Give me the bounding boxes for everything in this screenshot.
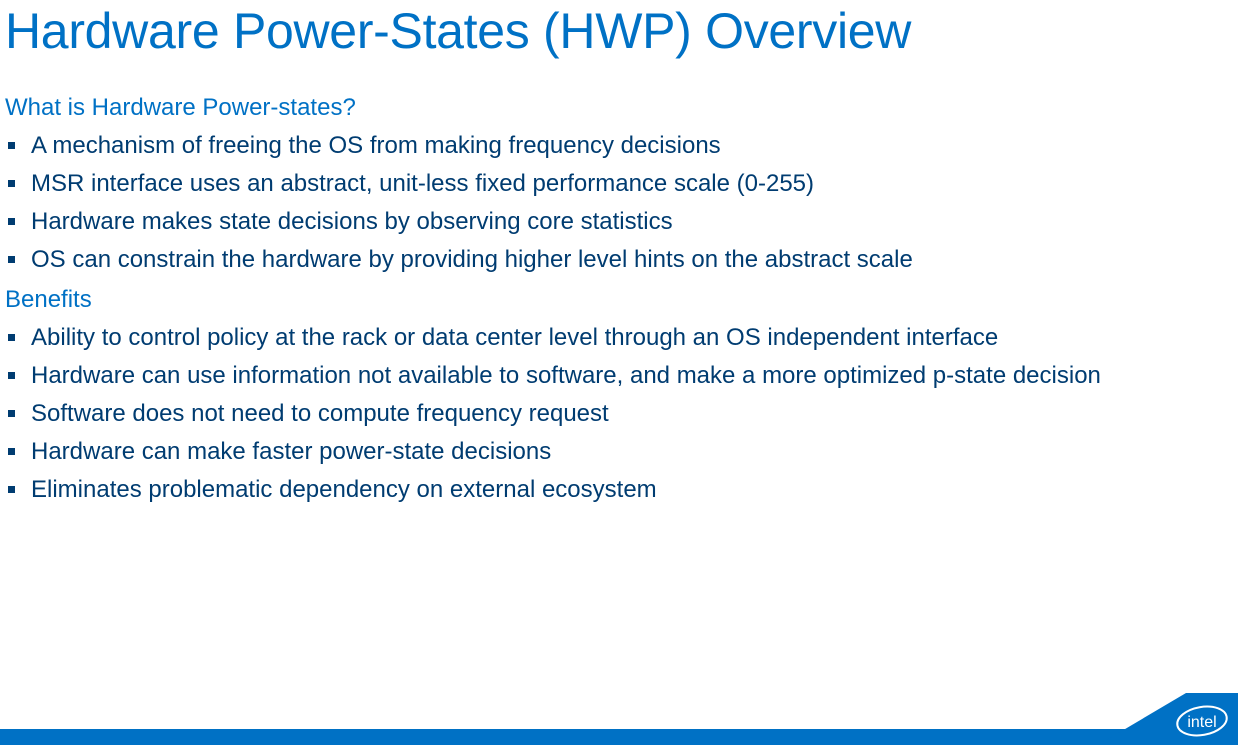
intel-logo-icon [1174,701,1230,741]
intel-logo-text: intel [1187,714,1217,731]
list-item: Hardware makes state decisions by observing core statistics [0,206,1170,238]
list-item: Software does not need to compute frequency request [0,398,1170,430]
footer-bar [0,729,1238,745]
slide-title: Hardware Power-States (HWP) Overview [5,3,912,59]
what-is-hwp-bullet-list [0,130,1170,276]
benefits-bullet-list [0,322,1170,506]
list-item: Hardware can make faster power-state decisions [0,436,1170,468]
list-item: Ability to control policy at the rack or data center level through an OS independent interface [0,322,1170,354]
list-item: Eliminates problematic dependency on external ecosystem [0,474,1170,506]
slide-content [0,90,1170,512]
list-item: A mechanism of freeing the OS from making frequency decisions [0,130,1170,162]
section-heading-benefits: Benefits [5,286,92,313]
section-heading-what-is-hwp: What is Hardware Power-states? [5,94,356,121]
list-item: MSR interface uses an abstract, unit-less fixed performance scale (0-255) [0,168,1170,200]
list-item: Hardware can use information not available to software, and make a more optimized p-state decision [0,360,1170,392]
list-item: OS can constrain the hardware by providing higher level hints on the abstract scale [0,244,1170,276]
